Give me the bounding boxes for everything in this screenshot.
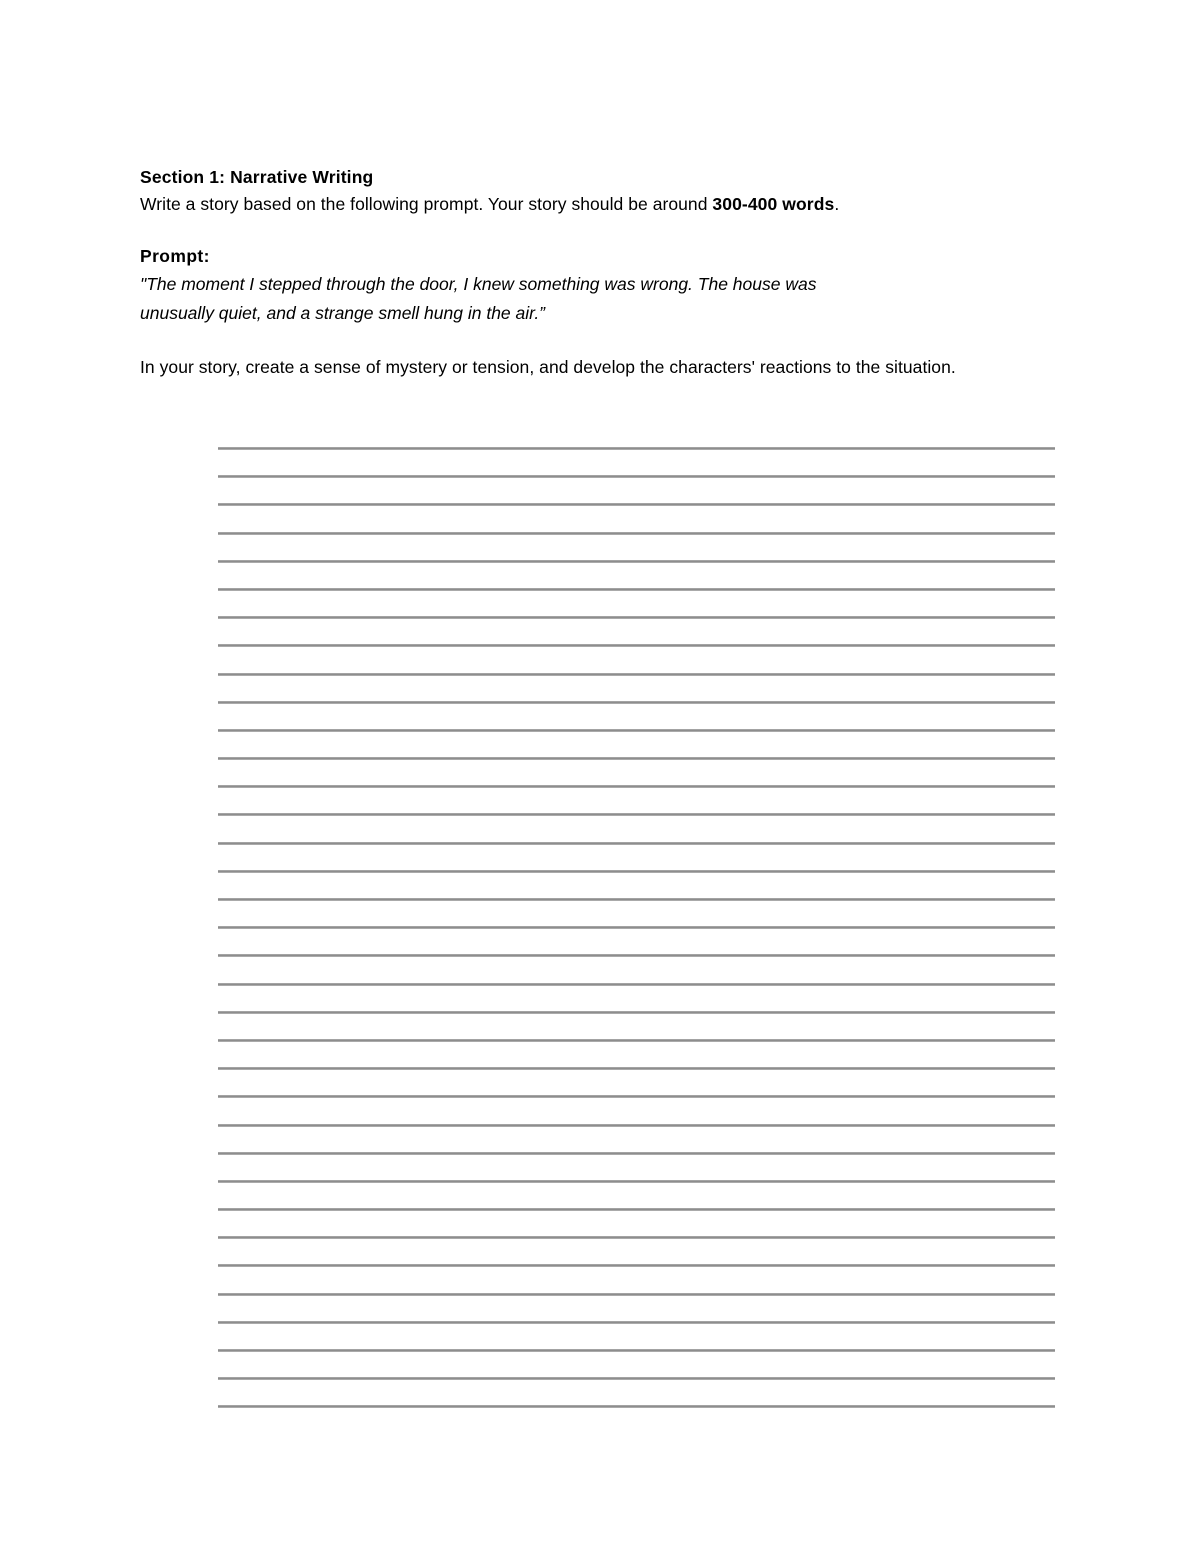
answer-line: [218, 1293, 1055, 1296]
answer-line: [218, 785, 1055, 788]
answer-line: [218, 1095, 1055, 1098]
paragraph-spacer-1: [140, 217, 1052, 243]
answer-line: [218, 898, 1055, 901]
answer-line: [218, 1124, 1055, 1127]
answer-line: [218, 1067, 1055, 1070]
instruction-prefix-text: Write a story based on the following prompt. Your story should be around: [140, 193, 713, 214]
answer-line: [218, 673, 1055, 676]
answer-line: [218, 1152, 1055, 1155]
prompt-quote-line-1: "The moment I stepped through the door, I knew something was wrong. The house was: [140, 274, 817, 295]
paragraph-spacer-2: [140, 327, 1052, 353]
answer-line: [218, 588, 1055, 591]
answer-line: [218, 1349, 1055, 1352]
instruction-paragraph: [140, 191, 1052, 218]
answer-line: [218, 475, 1055, 478]
answer-line: [218, 813, 1055, 816]
answer-line: [218, 1405, 1055, 1408]
prompt-label: Prompt:: [140, 246, 210, 267]
answer-line: [218, 1039, 1055, 1042]
prompt-content-block: [140, 164, 1052, 382]
instruction-suffix-text: .: [834, 193, 840, 214]
answer-line: [218, 983, 1055, 986]
answer-line: [218, 1321, 1055, 1324]
answer-line: [218, 954, 1055, 957]
answer-line: [218, 1236, 1055, 1239]
answer-line: [218, 1377, 1055, 1380]
answer-line: [218, 1264, 1055, 1267]
answer-line: [218, 870, 1055, 873]
answer-line: [218, 757, 1055, 760]
word-count-emphasis: 300-400 words: [712, 193, 835, 214]
prompt-quote-line-2: unusually quiet, and a strange smell hung in the air.”: [140, 302, 546, 323]
answer-line: [218, 1208, 1055, 1211]
answer-line: [218, 1180, 1055, 1183]
answer-line: [218, 926, 1055, 929]
answer-line: [218, 447, 1055, 450]
answer-line: [218, 560, 1055, 563]
section-heading: Section 1: Narrative Writing: [140, 167, 374, 187]
answer-line: [218, 1011, 1055, 1014]
answer-line: [218, 503, 1055, 506]
answer-line: [218, 842, 1055, 845]
answer-line: [218, 729, 1055, 732]
answer-line: [218, 644, 1055, 647]
answer-lines-area: [218, 447, 1055, 1434]
answer-line: [218, 616, 1055, 619]
answer-line: [218, 701, 1055, 704]
answer-line: [218, 532, 1055, 535]
task-instruction-paragraph: In your story, create a sense of mystery or tension, and develop the characters' reactions to the situation.: [140, 357, 956, 377]
